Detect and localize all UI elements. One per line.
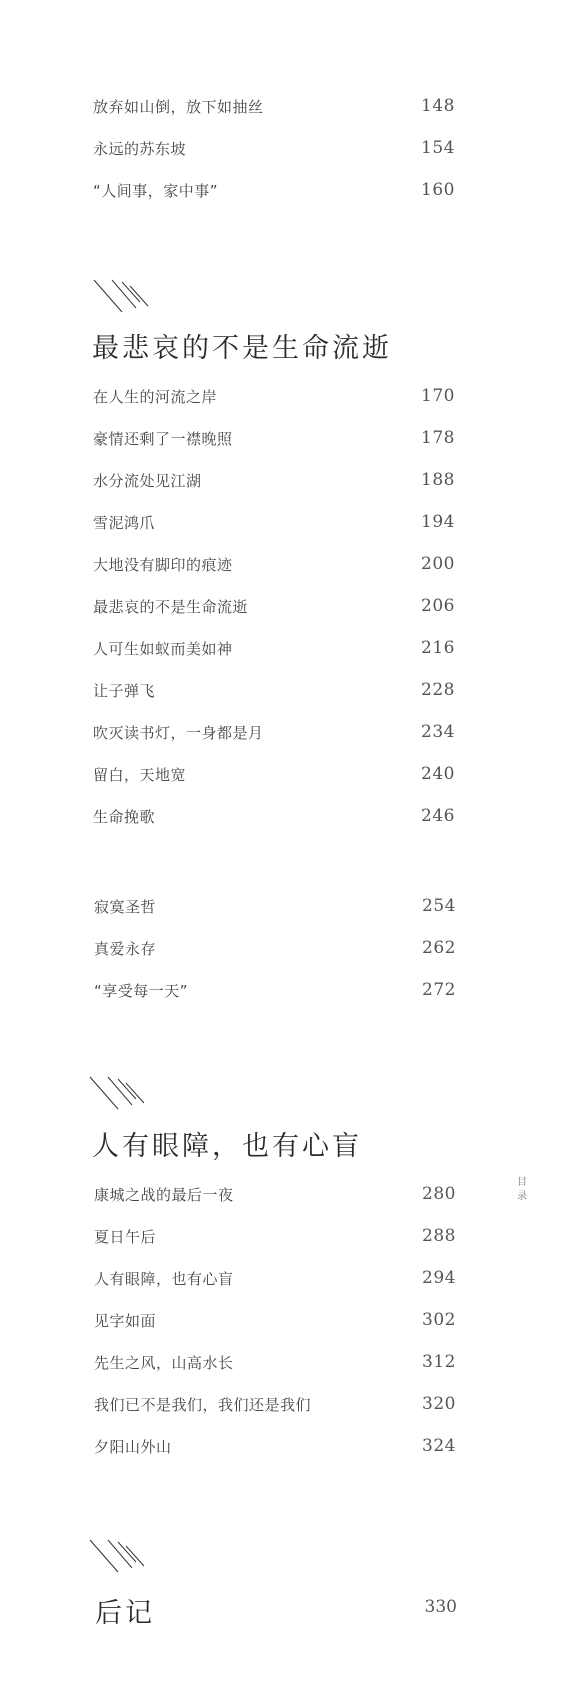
toc-entry-title: 人可生如蚁而美如神 [93, 639, 233, 658]
running-head-label [515, 1176, 529, 1204]
toc-entry-page: 254 [422, 896, 456, 916]
toc-entry[interactable] [94, 1389, 456, 1419]
toc-entry[interactable] [93, 507, 455, 537]
section-title: 人有眼障，也有心盲 [92, 1131, 362, 1162]
toc-entry-page: 312 [422, 1352, 456, 1372]
toc-entry-page: 294 [422, 1268, 456, 1288]
toc-entry-page: 234 [421, 722, 455, 742]
toc-entry-page: 178 [421, 428, 455, 448]
toc-entry-page: 246 [421, 806, 455, 826]
toc-entry-title: 吹灭读书灯，一身都是月 [93, 723, 264, 742]
toc-entry-title: 水分流处见江湖 [93, 471, 202, 490]
toc-entry-page: 216 [421, 638, 455, 658]
running-head-char: 目 [517, 1177, 527, 1188]
toc-entry-page: 170 [421, 386, 455, 406]
toc-entry-title: 康城之战的最后一夜 [94, 1185, 234, 1204]
toc-entry-title: 见字如面 [94, 1311, 157, 1330]
toc-entry[interactable] [93, 759, 455, 789]
diagonal-hatch-lines-icon [92, 278, 162, 318]
toc-entry[interactable] [93, 465, 455, 495]
toc-entry-page: 200 [421, 554, 455, 574]
toc-entry-title: 寂寞圣哲 [94, 897, 157, 916]
toc-entry[interactable] [94, 1179, 456, 1209]
toc-entry[interactable] [93, 381, 455, 411]
toc-entry[interactable] [93, 633, 455, 663]
toc-entry-page: 324 [422, 1436, 456, 1456]
diagonal-hatch-lines-icon [88, 1075, 158, 1115]
toc-entry[interactable] [93, 591, 455, 621]
toc-entry-title: 永远的苏东坡 [93, 139, 187, 158]
toc-entry[interactable] [94, 1305, 456, 1335]
toc-entry-page: 262 [422, 938, 456, 958]
toc-entry-title: 人有眼障，也有心盲 [94, 1269, 234, 1288]
toc-entry-title: “享受每一天” [94, 981, 189, 1000]
toc-entry[interactable] [93, 675, 455, 705]
toc-entry[interactable] [93, 717, 455, 747]
toc-entry-title: “人间事，家中事” [93, 181, 219, 200]
toc-entry[interactable] [94, 1221, 456, 1251]
toc-entry-title: 夕阳山外山 [94, 1437, 172, 1456]
toc-entry-page: 240 [421, 764, 455, 784]
toc-entry-page: 320 [422, 1394, 456, 1414]
toc-entry-title: 真爱永存 [94, 939, 157, 958]
toc-entry[interactable] [93, 175, 455, 205]
toc-entry-title: 我们已不是我们，我们还是我们 [94, 1395, 312, 1414]
toc-entry-title: 最悲哀的不是生命流逝 [93, 597, 249, 616]
section-title: 最悲哀的不是生命流逝 [92, 333, 392, 364]
toc-entry-title: 放弃如山倒，放下如抽丝 [93, 97, 264, 116]
toc-entry-title: 在人生的河流之岸 [93, 387, 218, 406]
toc-entry-afterword[interactable] [95, 1590, 457, 1630]
toc-entry[interactable] [93, 91, 455, 121]
toc-entry-title: 先生之风，山高水长 [94, 1353, 234, 1372]
running-head-char: 录 [517, 1191, 527, 1202]
toc-entry-title: 夏日午后 [94, 1227, 157, 1246]
toc-entry-page: 188 [421, 470, 455, 490]
toc-entry[interactable] [94, 1431, 456, 1461]
toc-entry[interactable] [94, 1263, 456, 1293]
toc-entry[interactable] [93, 801, 455, 831]
toc-entry-page: 206 [421, 596, 455, 616]
toc-entry-title: 大地没有脚印的痕迹 [93, 555, 233, 574]
toc-entry-title: 让子弹飞 [93, 681, 156, 700]
toc-entry[interactable] [94, 933, 456, 963]
toc-entry-page: 280 [422, 1184, 456, 1204]
toc-entry-title: 雪泥鸿爪 [93, 513, 156, 532]
toc-entry-title: 豪情还剩了一襟晚照 [93, 429, 233, 448]
afterword-page: 330 [424, 1597, 457, 1617]
diagonal-hatch-lines-icon [88, 1538, 158, 1578]
toc-entry-page: 148 [421, 96, 455, 116]
toc-entry[interactable] [94, 1347, 456, 1377]
toc-entry-page: 194 [421, 512, 455, 532]
toc-entry[interactable] [94, 975, 456, 1005]
toc-entry-page: 228 [421, 680, 455, 700]
toc-entry[interactable] [93, 423, 455, 453]
toc-entry-page: 154 [421, 138, 455, 158]
toc-entry-title: 留白，天地宽 [93, 765, 187, 784]
toc-entry-page: 302 [422, 1310, 456, 1330]
toc-entry-page: 160 [421, 180, 455, 200]
toc-entry[interactable] [93, 133, 455, 163]
toc-entry-title: 生命挽歌 [93, 807, 156, 826]
toc-entry[interactable] [93, 549, 455, 579]
afterword-title: 后记 [95, 1597, 155, 1629]
toc-entry-page: 272 [422, 980, 456, 1000]
toc-entry[interactable] [94, 891, 456, 921]
toc-entry-page: 288 [422, 1226, 456, 1246]
